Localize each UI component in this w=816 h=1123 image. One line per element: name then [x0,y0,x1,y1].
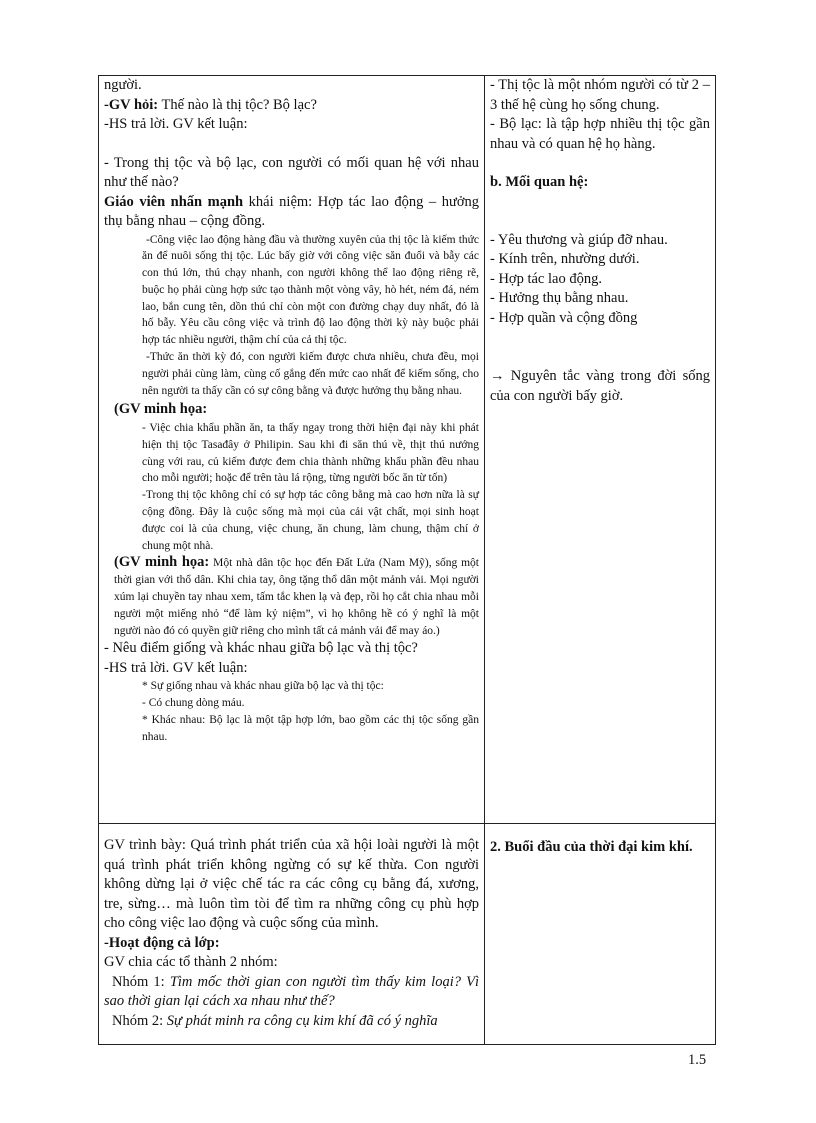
hs-answer: -HS trả lời. GV kết luận: [104,116,248,132]
group-2-text: Sự phát minh ra công cụ kim khí đã có ý nghĩa [163,1012,438,1029]
relationship-list [490,231,710,329]
activity-label: -Hoạt động cả lớp: [104,934,220,951]
activity-heading [104,934,479,954]
small-paragraph: - Có chung dòng máu. [142,697,245,710]
gv-question [104,96,479,116]
section-heading [490,173,710,193]
group-1-label: Nhóm 1: [112,973,165,990]
definition-bo-lac: - Bộ lạc: là tập hợp nhiều thị tộc gần nhau và có quan hệ họ hàng. [490,116,710,152]
left-column-block-1 [104,76,479,746]
gv-question-text: Thế nào là thị tộc? Bộ lạc? [158,96,317,113]
definition-thi-toc: - Thị tộc là một nhóm người có từ 2 – 3 thế hệ cùng họ sống chung. [490,77,710,113]
list-item: - Yêu thương và giúp đỡ nhau. [490,231,668,248]
list-item: - Hưởng thụ bằng nhau. [490,290,629,306]
emphasis-label: Giáo viên nhấn mạnh [104,193,244,210]
illustration-paragraph [104,554,479,639]
right-column [490,76,710,855]
illustration-heading [104,400,479,420]
page-number: 1.5 [688,1052,707,1068]
small-paragraph: -Trong thị tộc không chỉ có sự hợp tác công bằng mà cao hơn nữa là sự cộng đồng. Đây là cuộc sống mà mọi của cải vật chất, mọi sinh hoạt được coi là của chung, việc chung, ăn chung, làm chung, thậm chí ở chung một nhà. [142,489,479,552]
section-heading-2-text: 2. Buổi đầu của thời đại kim khí. [490,839,693,855]
illustration-label: (GV minh họa: [114,401,208,418]
hs-answer: -HS trả lời. GV kết luận: [104,659,248,676]
section-heading-text: b. Mối quan hệ: [490,174,589,190]
teacher-emphasis [104,193,479,232]
left-column-block-2 [104,836,479,1031]
list-item: - Hợp quần và cộng đồng [490,309,638,326]
group-1-task [104,973,479,1012]
list-item: - Hợp tác lao động. [490,270,602,287]
list-item: - Kính trên, nhường dưới. [490,251,640,267]
small-paragraph: * Khác nhau: Bộ lạc là một tập hợp lớn, bao gồm các thị tộc sống gần nhau. [142,713,479,743]
question-compare: - Nêu điểm giống và khác nhau giữa bộ lạc và thị tộc? [104,640,418,657]
small-paragraph: * Sự giống nhau và khác nhau giữa bộ lạc và thị tộc: [142,680,384,693]
gv-label: -GV hỏi: [104,96,159,113]
row-divider [99,823,715,824]
group-1-text: Tìm mốc thời gian con người tìm thấy kim loại? Vì sao thời gian lại cách xa nhau như thế? [104,973,479,1009]
group-split: GV chia các tổ thành 2 nhóm: [104,954,278,970]
emphasis-text: khái niệm: Hợp tác lao động – hưởng thụ bằng nhau – cộng đồng. [104,193,479,229]
text-line: người. [104,77,142,93]
small-paragraph: - Việc chia khẩu phần ăn, ta thấy ngay trong thời hiện đại này khi phát hiện thị tộc Tasađây ở Philipin. Sau khi đi săn thú về, thịt thú nướng cùng với rau, củ kiếm được đem chia thành những khẩu phần đều nhau cho mỗi người; hoặc để trên tàu lá rộng, từng người bốc ăn từ tốn) [142,421,479,485]
section-heading-2 [490,838,710,858]
group-2-label: Nhóm 2: [112,1012,164,1029]
group-2-task [104,1012,479,1032]
small-paragraph: -Thức ăn thời kỳ đó, con người kiếm được chưa nhiều, chưa đều, mọi người phải cùng làm, cùng cố gắng đến mức cao nhất để kiếm sống, cho nên người ta thấy cần có sự công bằng và được hưởng thụ bằng nhau. [142,351,479,397]
small-paragraph: -Công việc lao động hàng đầu và thường xuyên của thị tộc là kiếm thức ăn để nuôi sống thị tộc. Lúc bấy giờ với công việc săn đuổi và bẫy các con thú lớn, thú chạy nhanh, con người không thể lao động riêng rẽ, buộc họ phải cùng hợp sức tạo thành một vòng vây, hò hét, ném đá, ném lao, bắn cung tên, dồn thú chỉ còn một con đường chạy duy nhất, đó là hố bẫy. Yêu cầu công việc và trình độ lao động thời kỳ này buộc phải hợp tác nhiều người, thậm chí của cả thị tộc. [142,233,479,347]
lesson-table [98,75,716,1045]
teacher-presentation: GV trình bày: Quá trình phát triển của xã hội loài người là một quá trình phát triển không ngừng có sự kế thừa. Con người không dừng lại ở việc chế tác ra các công cụ bằng đá, xương, tre, sừng… mà luôn tìm tòi để tìm ra những công cụ phù hợp cho công việc lao động và cuộc sống của mình. [104,837,479,931]
column-divider [484,76,485,1044]
question-relationship: - Trong thị tộc và bộ lạc, con người có mối quan hệ với nhau như thế nào? [104,154,479,190]
illustration-label: (GV minh họa: [114,554,210,571]
illustration-text: Một nhà dân tộc học đến Đất Lửa (Nam Mỹ), sống một thời gian với thổ dân. Khi chia tay, ông tặng thổ dân một mảnh vải. Mọi người xúm lại chuyền tay nhau xem, tấm tắc khen lạ và đẹp, rồi họ cắt chia nhau mỗi người một miếng nhỏ “để làm kỷ niệm”, vì họ không hề có ý nghĩ là một người nào đó có quyền giữ riêng cho mình tất cả mảnh vải để may áo.) [114,557,479,637]
golden-rule: → Nguyên tắc vàng trong đời sống của con người bấy giờ. [490,368,710,404]
